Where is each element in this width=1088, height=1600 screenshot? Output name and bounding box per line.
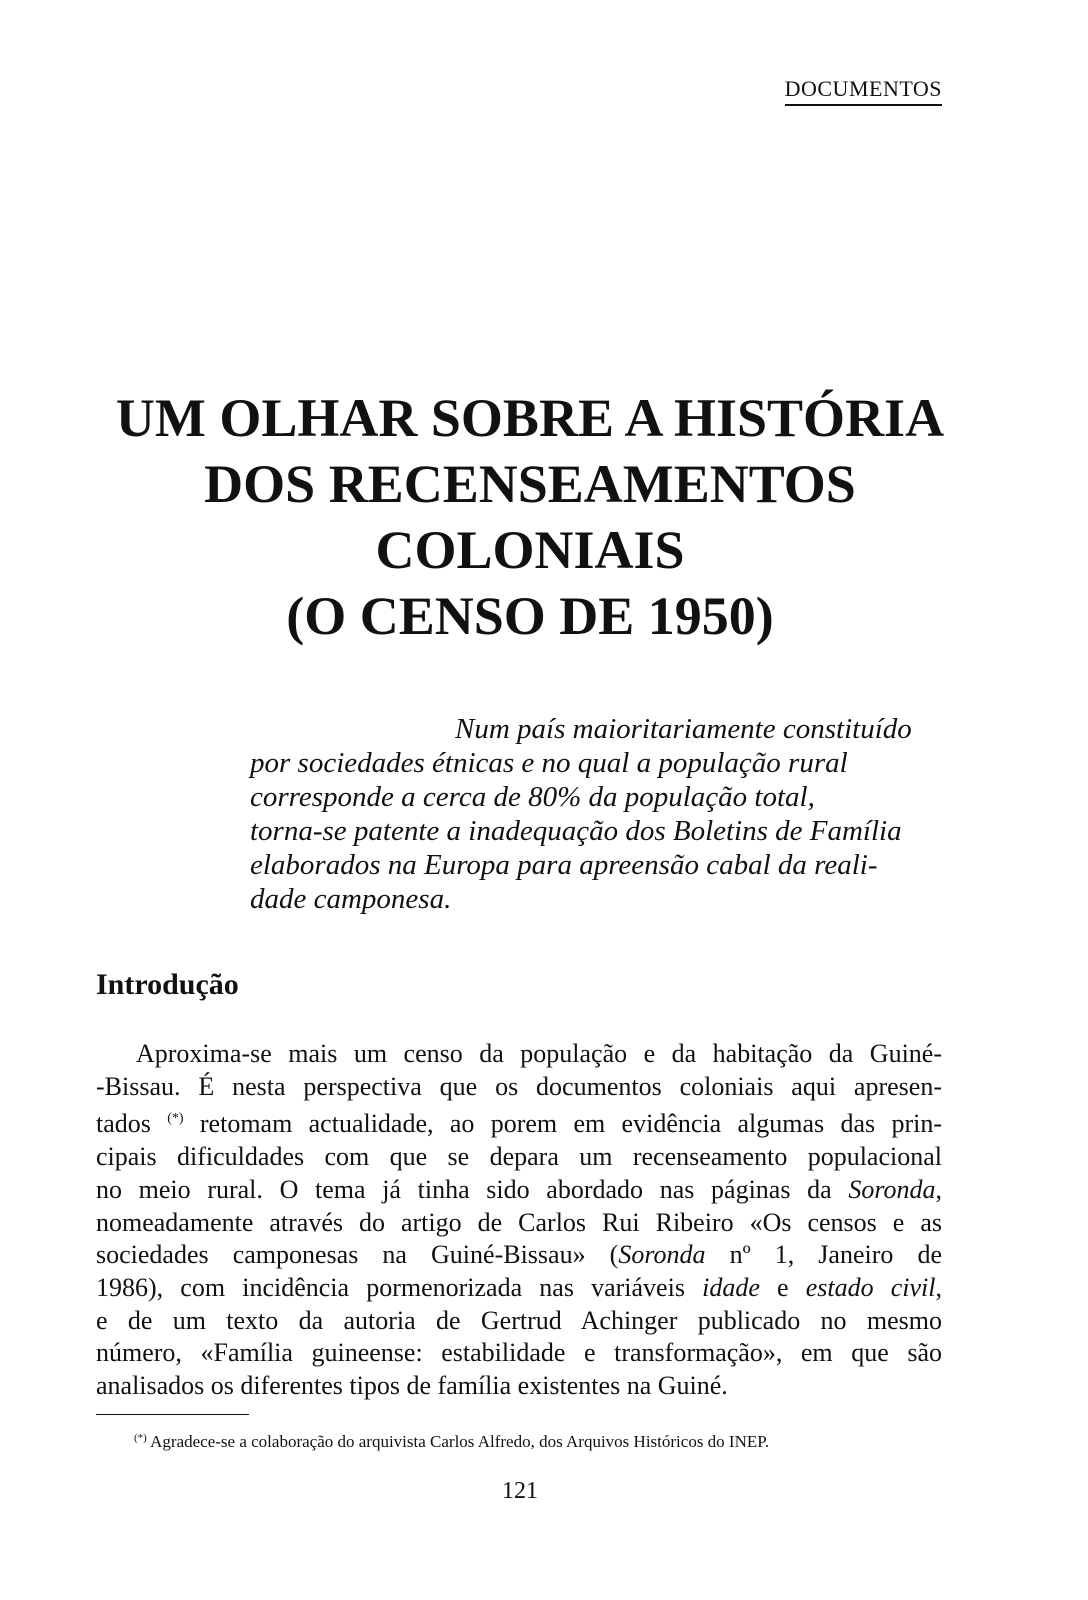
body-line: Aproxima-se mais um censo da população e da habitação da Guiné- — [136, 1039, 942, 1068]
body-text-segment: nº 1, Janeiro de — [705, 1240, 943, 1270]
body-line: cipais dificuldades com que se depara um recenseamento populacional — [96, 1142, 942, 1172]
variable-term: idade — [702, 1272, 760, 1302]
journal-title: Soronda — [848, 1174, 936, 1204]
title-line: UM OLHAR SOBRE A HISTÓRIA — [115, 388, 945, 448]
epigraph-line: dade camponesa. — [250, 883, 452, 915]
body-line — [96, 1103, 942, 1141]
title-line: (O CENSO DE 1950) — [286, 586, 774, 646]
body-text-segment: e — [759, 1272, 806, 1302]
running-head: DOCUMENTOS — [785, 76, 942, 106]
page-number: 121 — [502, 1478, 538, 1504]
title-line: DOS RECENSEAMENTOS — [204, 454, 856, 514]
article-title — [90, 385, 970, 649]
footnote-marker: (*) — [134, 1432, 147, 1444]
body-line — [96, 1239, 942, 1272]
body-line: e de um texto da autoria de Gertrud Achinger publicado no mesmo — [96, 1305, 942, 1335]
epigraph-line: por sociedades étnicas e no qual a população rural — [250, 747, 848, 779]
body-text-segment: sociedades camponesas na Guiné-Bissau» ( — [96, 1240, 619, 1270]
body-line: analisados os diferentes tipos de família existentes na Guiné. — [96, 1371, 728, 1401]
footnote-divider — [96, 1414, 249, 1415]
epigraph-line: torna-se patente a inadequação dos Boletins de Família — [250, 815, 902, 847]
body-line: -Bissau. É nesta perspectiva que os documentos coloniais aqui apresen- — [96, 1071, 942, 1101]
epigraph-line: elaborados na Europa para apreensão cabal da reali- — [250, 849, 878, 881]
body-text-segment: , — [935, 1272, 942, 1302]
title-line: COLONIAIS — [375, 520, 685, 580]
epigraph — [250, 712, 945, 916]
section-heading: Introdução — [96, 968, 239, 1001]
body-text-segment: , — [935, 1174, 942, 1204]
body-line: nomeadamente através do artigo de Carlos Rui Ribeiro «Os censos e as — [96, 1207, 942, 1237]
body-text-segment: no meio rural. O tema já tinha sido abordado nas páginas da — [96, 1174, 849, 1204]
epigraph-line: corresponde a cerca de 80% da população total, — [250, 781, 815, 813]
variable-term: estado civil — [805, 1272, 936, 1302]
footnote — [134, 1432, 769, 1452]
body-text-segment: retomam actualidade, ao porem em evidência algumas das prin- — [183, 1109, 943, 1139]
body-line: número, «Família guineense: estabilidade e transformação», em que são — [96, 1338, 942, 1368]
journal-title: Soronda — [618, 1240, 706, 1270]
footnote-text: Agradece-se a colaboração do arquivista Carlos Alfredo, dos Arquivos Históricos do INEP. — [146, 1432, 770, 1451]
epigraph-line: Num país maioritariamente constituído — [455, 713, 912, 745]
footnote-marker: (*) — [167, 1111, 184, 1127]
body-line — [96, 1174, 942, 1207]
body-text-segment: tados — [96, 1109, 151, 1139]
body-line — [96, 1272, 942, 1305]
body-text-segment: 1986), com incidência pormenorizada nas variáveis — [96, 1272, 703, 1302]
body-paragraph — [96, 1038, 942, 1403]
